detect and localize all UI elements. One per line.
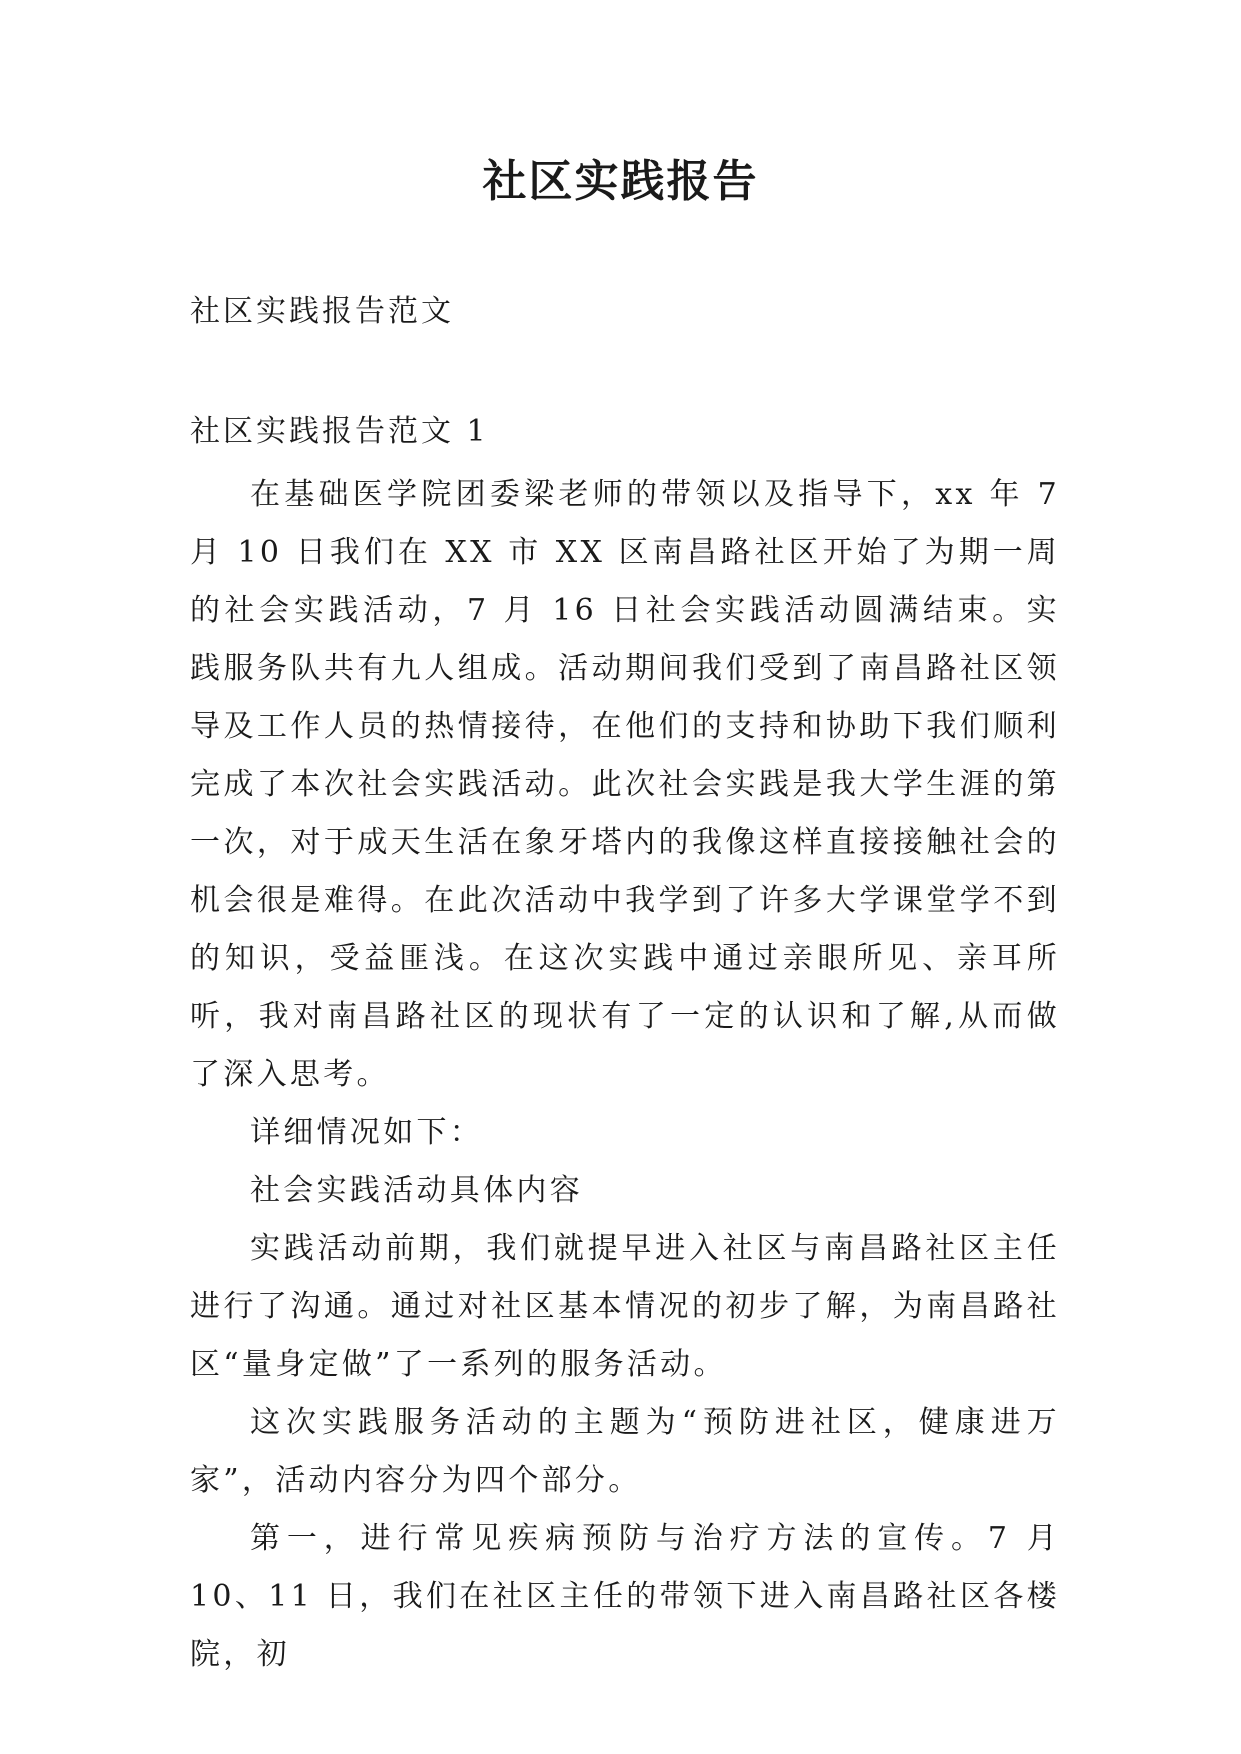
paragraph: 实践活动前期，我们就提早进入社区与南昌路社区主任进行了沟通。通过对社区基本情况的初步了解，为南昌路社区“量身定做”了一系列的服务活动。 xyxy=(190,1231,1060,1382)
body-text xyxy=(190,466,1060,1684)
paragraph: 社会实践活动具体内容 xyxy=(250,1173,583,1208)
document-title: 社区实践报告 xyxy=(482,156,759,207)
paragraph: 详细情况如下： xyxy=(250,1115,484,1150)
paragraph: 第一，进行常见疾病预防与治疗方法的宣传。7 月 10、11 日，我们在社区主任的带领下进入南昌路社区各楼院，初 xyxy=(190,1521,1060,1672)
paragraph: 这次实践服务活动的主题为“预防进社区，健康进万家”，活动内容分为四个部分。 xyxy=(190,1405,1060,1498)
document-subtitle: 社区实践报告范文 xyxy=(190,294,454,329)
section-heading: 社区实践报告范文 1 xyxy=(190,414,489,449)
paragraph: 在基础医学院团委梁老师的带领以及指导下，xx 年 7 月 10 日我们在 XX 市 XX 区南昌路社区开始了为期一周的社会实践活动，7 月 16 日社会实践活动圆满结束。实践服务队共有九人组成。活动期间我们受到了南昌路社区领导及工作人员的热情接待，在他们的支持和协助下我们顺利完成了本次社会实践活动。此次社会实践是我大学生涯的第一次，对于成天生活在象牙塔内的我像这样直接接触社会的机会很是难得。在此次活动中我学到了许多大学课堂学不到的知识，受益匪浅。在这次实践中通过亲眼所见、亲耳所听，我对南昌路社区的现状有了一定的认识和了解,从而做了深入思考。 xyxy=(190,477,1060,1092)
